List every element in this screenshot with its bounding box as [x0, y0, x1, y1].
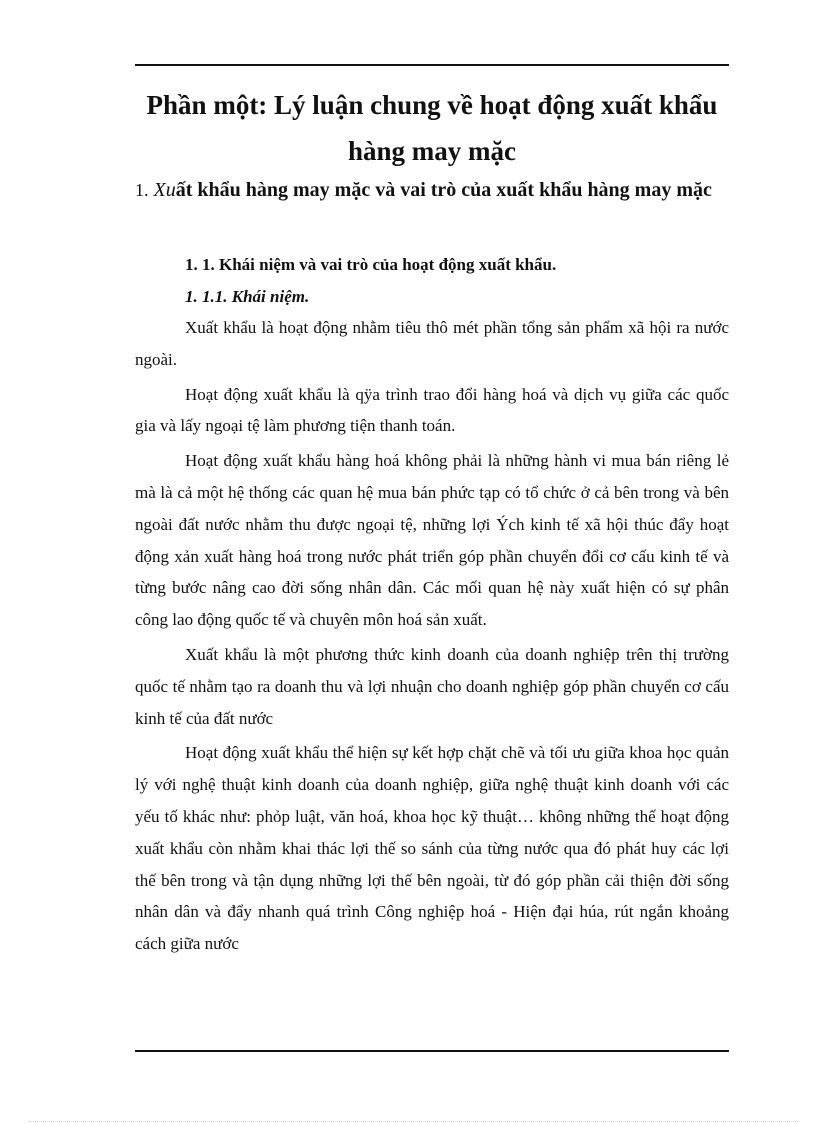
section-heading — [135, 172, 729, 208]
header-rule — [135, 64, 729, 66]
section-number: 1. — [135, 180, 149, 200]
page-title: Phần một: Lý luận chung về hoạt động xuất khẩu hàng may mặc — [146, 90, 718, 166]
subsubsection-heading: 1. 1.1. Khái niệm. — [185, 287, 310, 306]
section-heading-italic-start: Xu — [153, 179, 176, 201]
section-heading-text: ất khẩu hàng may mặc và vai trò của xuất khẩu hàng may mặc — [175, 179, 712, 201]
footer-rule — [135, 1050, 729, 1052]
paragraph: Hoạt động xuất khẩu thể hiện sự kết hợp chặt chẽ và tối ưu giữa khoa học quản lý với nghệ thuật kinh doanh của doanh nghiệp, giữa nghệ thuật kinh doanh với các yếu tố khác như: phỏp luật, văn hoá, khoa học kỹ thuật… không những thế hoạt động xuất khẩu còn nhằm khai thác lợi thế so sánh của từng nước qua đó phát huy các lợi thế bên trong và tận dụng những lợi thế bên ngoài, từ đó góp phần cải thiện đời sống nhân dân và đẩy nhanh quá trình Công nghiệp hoá - Hiện đại húa, rút ngắn khoảng cách giữa nước — [135, 743, 729, 954]
paragraph: Xuất khẩu là hoạt động nhằm tiêu thô mét phần tổng sản phẩm xã hội ra nước ngoài. — [135, 318, 729, 369]
paragraph: Hoạt động xuất khẩu là qÿa trình trao đổi hàng hoá và dịch vụ giữa các quốc gia và lấy ngoại tệ làm phương tiện thanh toán. — [135, 384, 729, 436]
paragraph: Xuất khẩu là một phương thức kinh doanh của doanh nghiệp trên thị trường quốc tế nhằm tạo ra doanh thu và lợi nhuận cho doanh nghiệp góp phần chuyển cơ cấu kinh tế của đất nước — [135, 644, 729, 728]
subsection-heading: 1. 1. Khái niệm và vai trò của hoạt động xuất khẩu. — [185, 255, 557, 274]
paragraph: Hoạt động xuất khẩu hàng hoá không phải là những hành vi mua bán riêng lẻ mà là cả một hệ thống các quan hệ mua bán phức tạp có tổ chức ở cả bên trong và bên ngoài đất nước nhằm thu được ngoại tệ, những lợi Ých kinh tế xã hội thúc đẩy hoạt động xản xuất hàng hoá trong nước phát triển góp phần chuyển đổi cơ cấu kinh tế và từng bước nâng cao đời sống nhân dân. Các mối quan hệ này xuất hiện có sự phân công lao động quốc tế và chuyên môn hoá sản xuất. — [135, 451, 729, 630]
page-edge-divider — [28, 1121, 798, 1122]
body-text — [135, 312, 729, 963]
